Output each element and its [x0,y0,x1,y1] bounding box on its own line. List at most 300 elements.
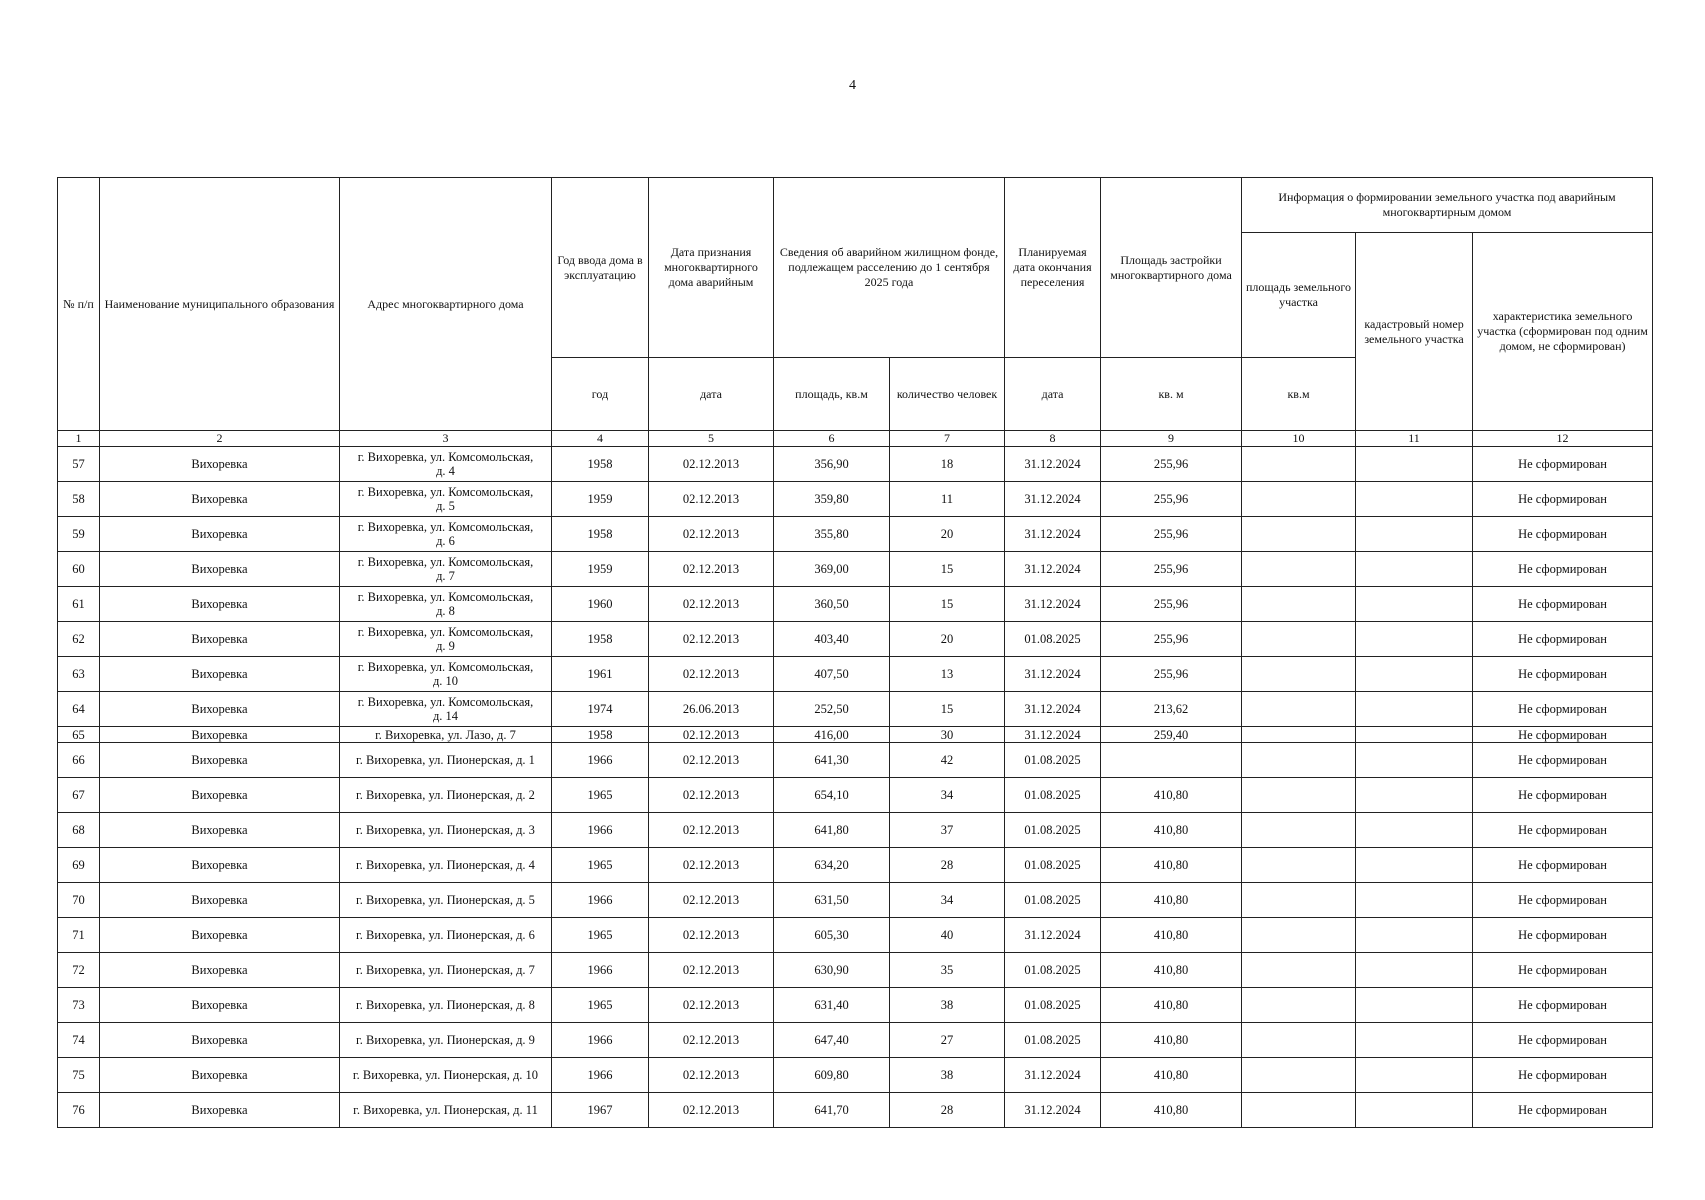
address-house: д. 10 [432,674,459,688]
cell-land-area [1242,692,1356,727]
cell-cadastral [1356,1058,1473,1093]
cell-land-status: Не сформирован [1473,778,1653,813]
cell-land-area [1242,848,1356,883]
cell-address [340,1093,552,1128]
column-number: 1 [58,431,100,447]
cell-n: 73 [58,988,100,1023]
cell-building-area: 213,62 [1101,692,1242,727]
cell-people: 34 [890,778,1005,813]
cell-n: 59 [58,517,100,552]
cell-planned-date: 01.08.2025 [1005,622,1101,657]
cell-area: 605,30 [774,918,890,953]
cell-people: 13 [890,657,1005,692]
cell-planned-date: 01.08.2025 [1005,778,1101,813]
cell-building-area: 410,80 [1101,1093,1242,1128]
cell-planned-date: 31.12.2024 [1005,552,1101,587]
cell-people: 28 [890,848,1005,883]
cell-land-area [1242,1093,1356,1128]
cell-municipality: Вихоревка [100,988,340,1023]
table-row [58,883,1653,918]
cell-people: 30 [890,727,1005,743]
cell-land-status: Не сформирован [1473,1023,1653,1058]
table-row [58,918,1653,953]
table-row [58,552,1653,587]
address-line: г. Вихоревка, ул. Пионерская, д. 1 [356,753,535,767]
cell-people: 35 [890,953,1005,988]
address-house: д. 7 [436,569,455,583]
cell-municipality: Вихоревка [100,918,340,953]
cell-planned-date: 31.12.2024 [1005,918,1101,953]
cell-recognition-date: 02.12.2013 [649,778,774,813]
cell-people: 42 [890,743,1005,778]
table-row [58,988,1653,1023]
cell-land-area [1242,953,1356,988]
cell-year-built: 1958 [552,727,649,743]
cell-year-built: 1966 [552,1058,649,1093]
cell-land-status: Не сформирован [1473,743,1653,778]
cell-planned-date: 31.12.2024 [1005,587,1101,622]
table-row [58,587,1653,622]
cell-year-built: 1974 [552,692,649,727]
cell-planned-date: 31.12.2024 [1005,482,1101,517]
address-line: г. Вихоревка, ул. Пионерская, д. 10 [352,1068,539,1082]
cell-land-status: Не сформирован [1473,657,1653,692]
header-row-1 [58,178,1653,233]
cell-area: 641,30 [774,743,890,778]
cell-people: 34 [890,883,1005,918]
column-number-row [58,431,1653,447]
cell-n: 64 [58,692,100,727]
cell-planned-date: 31.12.2024 [1005,1058,1101,1093]
cell-cadastral [1356,482,1473,517]
cell-area: 359,80 [774,482,890,517]
cell-land-status: Не сформирован [1473,988,1653,1023]
col-header-emergency-fund: Сведения об аварийном жилищном фонде, подлежащем расселению до 1 сентября 2025 года [774,178,1005,358]
cell-address [340,743,552,778]
cell-building-area: 410,80 [1101,778,1242,813]
cell-year-built: 1966 [552,883,649,918]
unit-date: дата [649,358,774,431]
cell-municipality: Вихоревка [100,447,340,482]
cell-recognition-date: 02.12.2013 [649,657,774,692]
cell-recognition-date: 02.12.2013 [649,727,774,743]
cell-building-area: 255,96 [1101,657,1242,692]
cell-municipality: Вихоревка [100,482,340,517]
cell-land-status: Не сформирован [1473,587,1653,622]
col-header-land-status: характеристика земельного участка (сформирован под одним домом, не сформирован) [1473,233,1653,431]
cell-year-built: 1966 [552,743,649,778]
cell-n: 76 [58,1093,100,1128]
cell-year-built: 1965 [552,778,649,813]
cell-land-status: Не сформирован [1473,517,1653,552]
cell-people: 15 [890,552,1005,587]
address-line: г. Вихоревка, ул. Пионерская, д. 4 [356,858,535,872]
cell-planned-date: 31.12.2024 [1005,692,1101,727]
cell-address [340,587,552,622]
cell-municipality: Вихоревка [100,622,340,657]
address-line: г. Вихоревка, ул. Комсомольская, [357,520,534,534]
cell-cadastral [1356,1093,1473,1128]
col-header-building-area: Площадь застройки многоквартирного дома [1101,178,1242,358]
cell-land-area [1242,657,1356,692]
cell-building-area: 410,80 [1101,918,1242,953]
cell-area: 403,40 [774,622,890,657]
cell-planned-date: 01.08.2025 [1005,953,1101,988]
cell-land-area [1242,482,1356,517]
cell-area: 631,50 [774,883,890,918]
cell-building-area: 255,96 [1101,447,1242,482]
cell-people: 20 [890,622,1005,657]
col-header-land-area: площадь земельного участка [1242,233,1356,358]
cell-land-area [1242,447,1356,482]
cell-municipality: Вихоревка [100,587,340,622]
col-header-municipality: Наименование муниципального образования [100,178,340,431]
address-house: д. 14 [432,709,459,723]
cell-people: 11 [890,482,1005,517]
table-row [58,622,1653,657]
cell-year-built: 1960 [552,587,649,622]
cell-municipality: Вихоревка [100,743,340,778]
table-row [58,778,1653,813]
cell-address [340,447,552,482]
cell-recognition-date: 02.12.2013 [649,953,774,988]
cell-people: 38 [890,1058,1005,1093]
cell-n: 63 [58,657,100,692]
cell-cadastral [1356,517,1473,552]
cell-building-area: 410,80 [1101,848,1242,883]
cell-building-area: 410,80 [1101,988,1242,1023]
cell-municipality: Вихоревка [100,953,340,988]
cell-recognition-date: 02.12.2013 [649,1023,774,1058]
cell-planned-date: 31.12.2024 [1005,447,1101,482]
cell-n: 75 [58,1058,100,1093]
cell-recognition-date: 02.12.2013 [649,743,774,778]
column-number: 4 [552,431,649,447]
cell-address [340,657,552,692]
cell-people: 15 [890,587,1005,622]
cell-recognition-date: 02.12.2013 [649,1093,774,1128]
column-number: 8 [1005,431,1101,447]
cell-n: 71 [58,918,100,953]
cell-land-status: Не сформирован [1473,848,1653,883]
column-number: 5 [649,431,774,447]
table-row [58,953,1653,988]
column-number: 11 [1356,431,1473,447]
address-line: г. Вихоревка, ул. Комсомольская, [357,555,534,569]
cell-building-area: 255,96 [1101,517,1242,552]
cell-land-area [1242,552,1356,587]
cell-building-area: 410,80 [1101,1023,1242,1058]
cell-people: 38 [890,988,1005,1023]
cell-building-area: 255,96 [1101,482,1242,517]
table-row [58,813,1653,848]
cell-municipality: Вихоревка [100,813,340,848]
col-header-cadastral: кадастровый номер земельного участка [1356,233,1473,431]
cell-land-status: Не сформирован [1473,727,1653,743]
cell-planned-date: 31.12.2024 [1005,517,1101,552]
cell-land-status: Не сформирован [1473,813,1653,848]
cell-municipality: Вихоревка [100,883,340,918]
cell-land-area [1242,883,1356,918]
cell-area: 609,80 [774,1058,890,1093]
emergency-housing-table [57,177,1653,1128]
cell-address [340,778,552,813]
page-number: 4 [849,78,856,93]
cell-address [340,918,552,953]
cell-n: 67 [58,778,100,813]
cell-n: 58 [58,482,100,517]
cell-land-area [1242,988,1356,1023]
cell-building-area: 410,80 [1101,1058,1242,1093]
cell-municipality: Вихоревка [100,517,340,552]
cell-n: 62 [58,622,100,657]
table-row [58,657,1653,692]
cell-recognition-date: 02.12.2013 [649,1058,774,1093]
cell-planned-date: 31.12.2024 [1005,1093,1101,1128]
address-line: г. Вихоревка, ул. Комсомольская, [357,625,534,639]
cell-land-area [1242,778,1356,813]
cell-recognition-date: 02.12.2013 [649,482,774,517]
cell-land-status: Не сформирован [1473,482,1653,517]
cell-n: 57 [58,447,100,482]
cell-year-built: 1959 [552,482,649,517]
table-row [58,1093,1653,1128]
unit-date-planned: дата [1005,358,1101,431]
cell-area: 252,50 [774,692,890,727]
cell-year-built: 1958 [552,517,649,552]
address-house: д. 4 [436,464,455,478]
cell-land-area [1242,587,1356,622]
cell-people: 20 [890,517,1005,552]
cell-year-built: 1967 [552,1093,649,1128]
cell-cadastral [1356,622,1473,657]
cell-recognition-date: 02.12.2013 [649,447,774,482]
address-line: г. Вихоревка, ул. Комсомольская, [357,590,534,604]
cell-planned-date: 01.08.2025 [1005,1023,1101,1058]
cell-land-area [1242,517,1356,552]
cell-land-area [1242,1058,1356,1093]
cell-building-area [1101,743,1242,778]
cell-recognition-date: 02.12.2013 [649,552,774,587]
cell-cadastral [1356,447,1473,482]
cell-people: 37 [890,813,1005,848]
cell-municipality: Вихоревка [100,778,340,813]
address-line: г. Вихоревка, ул. Пионерская, д. 9 [356,1033,535,1047]
cell-recognition-date: 02.12.2013 [649,517,774,552]
cell-address [340,482,552,517]
cell-address [340,1023,552,1058]
cell-cadastral [1356,587,1473,622]
cell-municipality: Вихоревка [100,657,340,692]
cell-land-status: Не сформирован [1473,1058,1653,1093]
cell-cadastral [1356,743,1473,778]
col-header-land-info: Информация о формировании земельного участка под аварийным многоквартирным домом [1242,178,1653,233]
address-house: д. 8 [436,604,455,618]
cell-planned-date: 01.08.2025 [1005,813,1101,848]
table-row [58,692,1653,727]
cell-people: 15 [890,692,1005,727]
cell-land-area [1242,622,1356,657]
cell-area: 647,40 [774,1023,890,1058]
cell-municipality: Вихоревка [100,1093,340,1128]
cell-land-status: Не сформирован [1473,447,1653,482]
cell-year-built: 1958 [552,622,649,657]
cell-planned-date: 31.12.2024 [1005,727,1101,743]
unit-sqm-land: кв.м [1242,358,1356,431]
cell-municipality: Вихоревка [100,692,340,727]
table-row [58,1058,1653,1093]
cell-recognition-date: 02.12.2013 [649,988,774,1023]
cell-land-status: Не сформирован [1473,953,1653,988]
cell-recognition-date: 26.06.2013 [649,692,774,727]
cell-year-built: 1961 [552,657,649,692]
column-number: 10 [1242,431,1356,447]
address-line: г. Вихоревка, ул. Пионерская, д. 5 [356,893,535,907]
cell-land-area [1242,1023,1356,1058]
cell-year-built: 1966 [552,953,649,988]
cell-year-built: 1966 [552,813,649,848]
cell-municipality: Вихоревка [100,848,340,883]
cell-recognition-date: 02.12.2013 [649,918,774,953]
cell-area: 641,80 [774,813,890,848]
cell-address [340,1058,552,1093]
cell-area: 407,50 [774,657,890,692]
cell-recognition-date: 02.12.2013 [649,883,774,918]
cell-planned-date: 01.08.2025 [1005,743,1101,778]
cell-land-area [1242,727,1356,743]
cell-n: 74 [58,1023,100,1058]
cell-address [340,692,552,727]
table-body [58,447,1653,1128]
cell-cadastral [1356,988,1473,1023]
cell-building-area: 410,80 [1101,953,1242,988]
cell-cadastral [1356,918,1473,953]
cell-address [340,988,552,1023]
cell-n: 68 [58,813,100,848]
address-house: д. 6 [436,534,455,548]
cell-cadastral [1356,657,1473,692]
table-row [58,447,1653,482]
cell-year-built: 1959 [552,552,649,587]
cell-area: 356,90 [774,447,890,482]
cell-area: 355,80 [774,517,890,552]
address-house: д. 5 [436,499,455,513]
cell-n: 66 [58,743,100,778]
cell-cadastral [1356,1023,1473,1058]
unit-people: количество человек [890,358,1005,431]
address-line: г. Вихоревка, ул. Комсомольская, [357,450,534,464]
unit-area: площадь, кв.м [774,358,890,431]
cell-land-status: Не сформирован [1473,883,1653,918]
cell-land-area [1242,813,1356,848]
table-row [58,727,1653,743]
cell-recognition-date: 02.12.2013 [649,622,774,657]
cell-cadastral [1356,552,1473,587]
address-house: д. 9 [436,639,455,653]
cell-land-status: Не сформирован [1473,1093,1653,1128]
cell-planned-date: 31.12.2024 [1005,657,1101,692]
cell-planned-date: 01.08.2025 [1005,883,1101,918]
cell-area: 654,10 [774,778,890,813]
address-line: г. Вихоревка, ул. Пионерская, д. 7 [356,963,535,977]
unit-year: год [552,358,649,431]
cell-n: 69 [58,848,100,883]
cell-area: 369,00 [774,552,890,587]
cell-area: 641,70 [774,1093,890,1128]
cell-address [340,727,552,743]
cell-planned-date: 01.08.2025 [1005,848,1101,883]
cell-land-status: Не сформирован [1473,552,1653,587]
cell-cadastral [1356,953,1473,988]
cell-address [340,848,552,883]
cell-land-area [1242,743,1356,778]
table-row [58,482,1653,517]
address-line: г. Вихоревка, ул. Пионерская, д. 2 [356,788,535,802]
cell-municipality: Вихоревка [100,1023,340,1058]
cell-year-built: 1965 [552,918,649,953]
cell-people: 40 [890,918,1005,953]
cell-municipality: Вихоревка [100,552,340,587]
address-line: г. Вихоревка, ул. Комсомольская, [357,660,534,674]
col-header-address: Адрес многоквартирного дома [340,178,552,431]
address-line: г. Вихоревка, ул. Пионерская, д. 3 [356,823,535,837]
cell-municipality: Вихоревка [100,1058,340,1093]
cell-year-built: 1965 [552,848,649,883]
column-number: 6 [774,431,890,447]
cell-year-built: 1966 [552,1023,649,1058]
cell-building-area: 410,80 [1101,883,1242,918]
unit-sqm: кв. м [1101,358,1242,431]
cell-address [340,953,552,988]
table-row [58,743,1653,778]
cell-n: 65 [58,727,100,743]
column-number: 9 [1101,431,1242,447]
address-line: г. Вихоревка, ул. Комсомольская, [357,695,534,709]
cell-area: 416,00 [774,727,890,743]
cell-year-built: 1965 [552,988,649,1023]
cell-n: 72 [58,953,100,988]
address-line: г. Вихоревка, ул. Пионерская, д. 8 [356,998,535,1012]
cell-n: 70 [58,883,100,918]
column-number: 3 [340,431,552,447]
col-header-planned-date: Планируемая дата окончания переселения [1005,178,1101,358]
cell-recognition-date: 02.12.2013 [649,848,774,883]
cell-cadastral [1356,727,1473,743]
cell-people: 28 [890,1093,1005,1128]
cell-address [340,517,552,552]
address-line: г. Вихоревка, ул. Пионерская, д. 11 [353,1103,538,1117]
cell-cadastral [1356,813,1473,848]
cell-year-built: 1958 [552,447,649,482]
cell-municipality: Вихоревка [100,727,340,743]
cell-recognition-date: 02.12.2013 [649,813,774,848]
cell-building-area: 259,40 [1101,727,1242,743]
table-row [58,848,1653,883]
cell-address [340,883,552,918]
cell-address [340,622,552,657]
cell-people: 18 [890,447,1005,482]
address-line: г. Вихоревка, ул. Пионерская, д. 6 [356,928,535,942]
address-line: г. Вихоревка, ул. Лазо, д. 7 [375,727,516,742]
table-row [58,517,1653,552]
cell-cadastral [1356,778,1473,813]
col-header-n: № п/п [58,178,100,431]
cell-land-status: Не сформирован [1473,918,1653,953]
cell-land-status: Не сформирован [1473,622,1653,657]
col-header-recognition-date: Дата признания многоквартирного дома аварийным [649,178,774,358]
column-number: 7 [890,431,1005,447]
cell-building-area: 410,80 [1101,813,1242,848]
